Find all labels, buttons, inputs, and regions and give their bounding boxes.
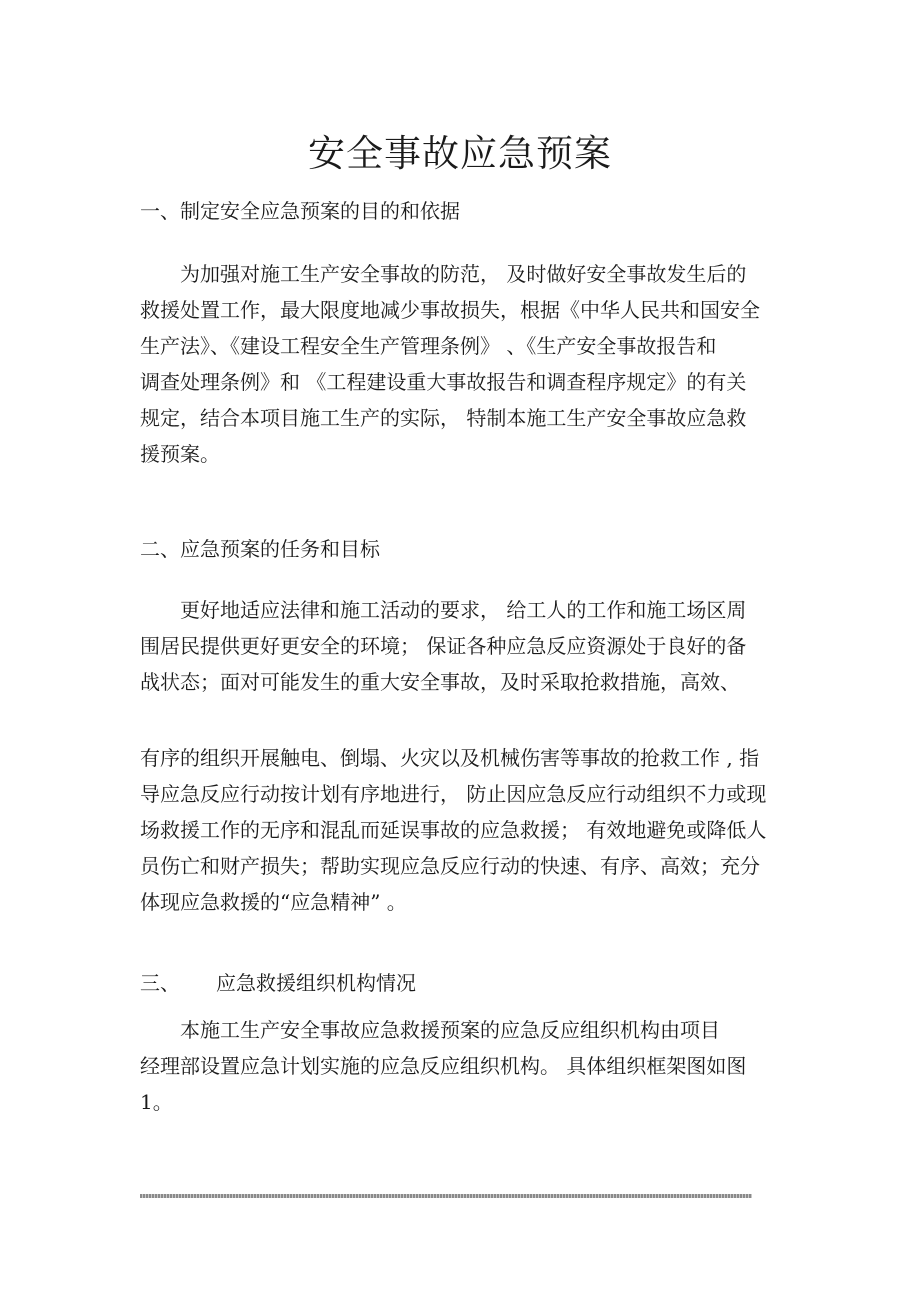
section-3-paragraph — [140, 1012, 780, 1120]
section-2-heading: 二、应急预案的任务和目标 — [140, 537, 380, 561]
paragraph-line: 1。 — [140, 1090, 173, 1114]
paragraph-line: 为加强对施工生产安全事故的防范， 及时做好安全事故发生后的 — [180, 262, 747, 286]
section-2-paragraph-a — [140, 592, 780, 700]
paragraph-line: 有序的组织开展触电、倒塌、火灾以及机械伤害等事故的抢救工作 , 指 — [140, 746, 760, 770]
paragraph-line: 场救援工作的无序和混乱而延误事故的应急救援； 有效地避免或降低人 — [140, 818, 767, 842]
paragraph-line: 生产法》、《建设工程安全生产管理条例》 、《生产安全事故报告和 — [140, 334, 717, 358]
section-3-title: 应急救援组织机构情况 — [216, 971, 416, 995]
paragraph-line: 导应急反应行动按计划有序地进行， 防止因应急反应行动组织不力或现 — [140, 782, 767, 806]
section-1-paragraph — [140, 256, 780, 472]
section-2-paragraph-b — [140, 740, 780, 920]
paragraph-line: 经理部设置应急计划实施的应急反应组织机构。 具体组织框架图如图 — [140, 1054, 747, 1078]
paragraph-line: 救援处置工作，最大限度地减少事故损失，根据《中华人民共和国安全 — [140, 298, 760, 322]
paragraph-line: 战状态；面对可能发生的重大安全事故，及时采取抢救措施，高效、 — [140, 670, 740, 694]
page-divider — [140, 1194, 752, 1198]
document-title: 安全事故应急预案 — [308, 132, 612, 175]
section-3-number: 三、 — [140, 971, 180, 995]
paragraph-line: 体现应急救援的“应急精神” 。 — [140, 890, 407, 914]
paragraph-line: 本施工生产安全事故应急救援预案的应急反应组织机构由项目 — [180, 1018, 720, 1042]
paragraph-line: 规定，结合本项目施工生产的实际， 特制本施工生产安全事故应急救 — [140, 406, 747, 430]
section-3-heading — [140, 968, 416, 998]
paragraph-line: 围居民提供更好更安全的环境； 保证各种应急反应资源处于良好的备 — [140, 634, 747, 658]
paragraph-line: 员伤亡和财产损失；帮助实现应急反应行动的快速、有序、高效；充分 — [140, 854, 760, 878]
paragraph-line: 援预案。 — [140, 442, 220, 466]
paragraph-line: 调查处理条例》和 《工程建设重大事故报告和调查程序规定》的有关 — [140, 370, 747, 394]
section-1-heading: 一、制定安全应急预案的目的和依据 — [140, 199, 460, 223]
paragraph-line: 更好地适应法律和施工活动的要求， 给工人的工作和施工场区周 — [180, 598, 747, 622]
